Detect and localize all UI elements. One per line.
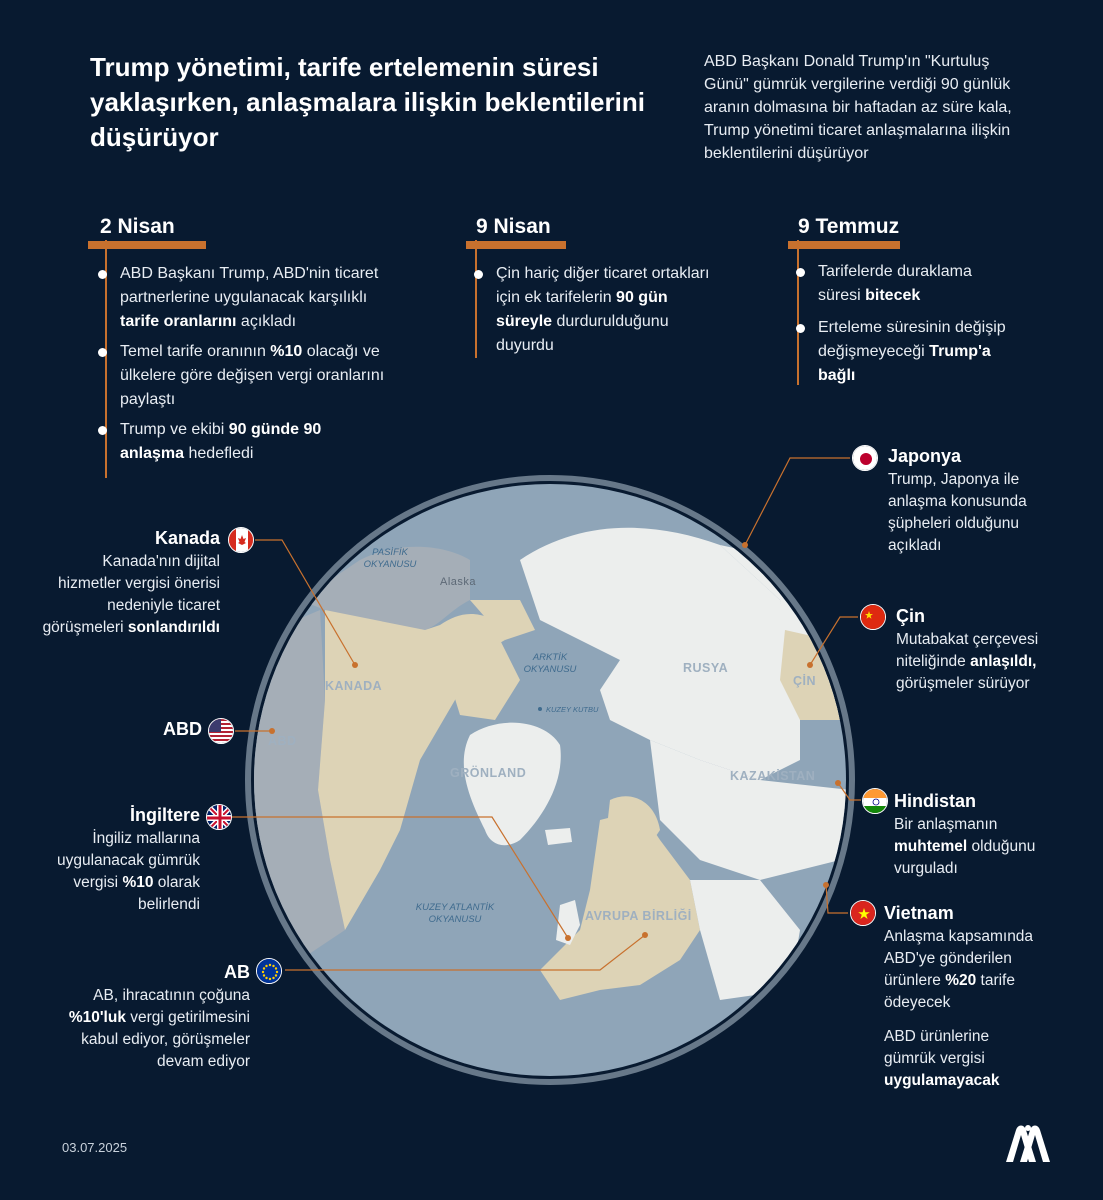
label-kanada: KANADA (325, 679, 383, 693)
phase-date: 9 Temmuz (798, 215, 900, 238)
usa-flag-icon (208, 718, 234, 744)
pin-kanada (352, 662, 358, 668)
country-name: Japonya (888, 446, 962, 466)
country-name: ABD (163, 719, 202, 739)
country-name: Çin (896, 606, 925, 626)
intro-text: ABD Başkanı Donald Trump'ın "Kurtuluş Günü" gümrük vergilerine verdiği 90 günlük aranın dolmasına bir haftadan az süre kala, Trump yönetimi ticaret anlaşmalarına ilişkin beklentilerini düşürüyor (704, 53, 1012, 162)
canada-flag-icon (228, 527, 254, 553)
country-vietnam (884, 903, 1069, 1092)
country-text: AB, ihracatının çoğuna %10'luk vergi getirilmesini kabul ediyor, görüşmeler devam ediyor (68, 987, 250, 1070)
pin-ingiltere (565, 935, 571, 941)
bullet: Tarifelerde duraklama süresi bitecek (818, 260, 1018, 308)
country-name: Kanada (154, 528, 220, 548)
label-rusya: RUSYA (683, 661, 729, 675)
label-gronland: GRÖNLAND (450, 766, 527, 780)
label-kazakistan: KAZAKİSTAN (730, 769, 816, 783)
country-abd (110, 719, 202, 740)
china-flag-icon (860, 604, 886, 630)
label-avrupa: AVRUPA BİRLİĞİ (585, 909, 692, 923)
japan-flag-icon (852, 445, 878, 471)
bullet: Temel tarife oranının %10 olacağı ve ülkelere göre değişen vergi oranlarını paylaştı (120, 340, 390, 412)
aa-logo-icon (1002, 1122, 1052, 1164)
pin-japonya (742, 542, 748, 548)
country-cin (896, 606, 1076, 695)
page-title: Trump yönetimi, tarife ertelemenin süresi yaklaşırken, anlaşmalara ilişkin beklentilerini düşürüyor (90, 52, 645, 152)
bullet: ABD Başkanı Trump, ABD'nin ticaret partnerlerine uygulanacak karşılıklı tarife oranlarını açıkladı (120, 262, 410, 334)
pin-ab (642, 932, 648, 938)
label-pacific: PASİFİK (372, 547, 408, 558)
pin-hindistan (835, 780, 841, 786)
country-text-2: ABD ürünlerine gümrük vergisi uygulamayacak (884, 1028, 1000, 1089)
label-abd: ABD (268, 734, 297, 748)
country-text: Kanada'nın dijital hizmetler vergisi önerisi nedeniyle ticaret görüşmeleri sonlandırıldı (42, 553, 220, 636)
bullet: Erteleme süresinin değişip değişmeyeceği Trump'a bağlı (818, 316, 1018, 388)
vietnam-flag-icon (850, 900, 876, 926)
india-flag-icon (862, 788, 888, 814)
country-japonya (888, 446, 1073, 557)
country-text: İngiliz mallarına uygulanacak gümrük vergisi %10 olarak belirlendi (56, 830, 200, 913)
country-ingiltere (20, 805, 200, 916)
country-name: AB (224, 962, 250, 982)
pin-cin (807, 662, 813, 668)
bullet: Trump ve ekibi 90 günde 90 anlaşma hedefledi (120, 418, 340, 466)
label-atlantic-2: OKYANUSU (428, 914, 482, 925)
label-north-pole: KUZEY KUTBU (546, 705, 599, 714)
label-atlantic: KUZEY ATLANTİK (415, 902, 495, 913)
label-cin: ÇİN (793, 674, 817, 688)
eu-flag-icon (256, 958, 282, 984)
phase-date: 2 Nisan (100, 215, 175, 238)
phase-date: 9 Nisan (476, 215, 551, 238)
country-kanada (40, 528, 220, 639)
country-name: Hindistan (894, 791, 977, 811)
country-name: Vietnam (884, 903, 954, 923)
country-text: Trump, Japonya ile anlaşma konusunda şüpheleri olduğunu açıkladı (888, 471, 1027, 554)
country-ab (60, 962, 250, 1073)
bullet: Çin hariç diğer ticaret ortakları için ek tarifelerin 90 gün süreyle durdurulduğunu duyurdu (496, 262, 721, 358)
publish-date: 03.07.2025 (62, 1140, 128, 1155)
country-hindistan (894, 791, 1074, 880)
country-text: Bir anlaşmanın muhtemel olduğunu vurguladı (894, 816, 1036, 877)
label-arctic-2: OKYANUSU (523, 664, 577, 675)
north-pole-dot (538, 707, 542, 711)
country-text: Anlaşma kapsamında ABD'ye gönderilen ürünlere %20 tarife ödeyecek (884, 928, 1034, 1011)
pin-vietnam (823, 882, 829, 888)
country-text: Mutabakat çerçevesi niteliğinde anlaşıldı, görüşmeler sürüyor (896, 631, 1039, 692)
pin-abd (269, 728, 275, 734)
label-arctic: ARKTİK (532, 652, 568, 663)
label-alaska: Alaska (440, 576, 477, 588)
connector-japonya (745, 458, 850, 545)
iceland-land (545, 828, 572, 845)
uk-flag-icon (206, 804, 232, 830)
country-name: İngiltere (129, 805, 200, 825)
label-pacific-2: OKYANUSU (363, 559, 417, 570)
